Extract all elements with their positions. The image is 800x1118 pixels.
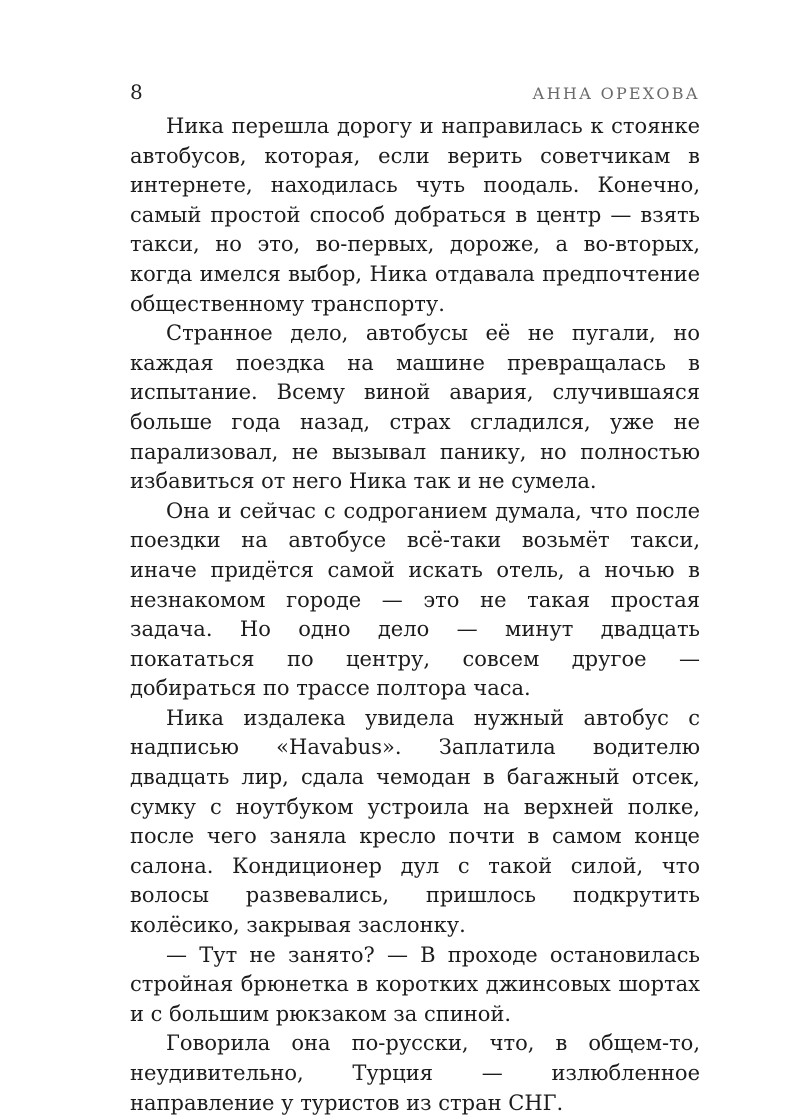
book-page — [130, 80, 700, 1118]
body-text — [130, 112, 700, 1118]
paragraph: Она и сейчас с содроганием думала, что после поездки на автобусе всё-таки возьмёт такси, иначе придётся самой искать отель, а ночью в незнакомом городе — это не такая простая задача. Но одно дело — минут двадцать покататься по центру, совсем другое — добираться по трассе полтора часа. — [130, 498, 700, 701]
page-number: 8 — [130, 80, 143, 104]
paragraph: Ника издалека увидела нужный автобус с надписью «Havabus». Заплатила водителю двадцать лир, сдала чемодан в багажный отсек, сумку с ноутбуком устроила на верхней полке, после чего заняла кресло почти в самом конце салона. Кондиционер дул с такой силой, что волосы развевались, пришлось подкрутить колёсико, закрывая заслонку. — [130, 705, 700, 938]
paragraph: Странное дело, автобусы её не пугали, но каждая поездка на машине превращалась в испытание. Всему виной авария, случившаяся больше года назад, страх сгладился, уже не парализовал, не вызывал панику, но полностью избавиться от него Ника так и не сумела. — [130, 321, 700, 494]
book-author: АННА ОРЕХОВА — [532, 84, 700, 103]
running-head — [130, 80, 700, 108]
paragraph: Говорила она по-русски, что, в общем-то, неудивительно, Турция — излюбленное направление у туристов из стран СНГ. — [130, 1031, 700, 1115]
paragraph: — Тут не занято? — В проходе остановилась стройная брюнетка в коротких джинсовых шортах и с большим рюкзаком за спиной. — [130, 942, 700, 1026]
paragraph: Ника перешла дорогу и направилась к стоянке автобусов, которая, если верить советчикам в интернете, находилась чуть поодаль. Конечно, самый простой способ добраться в центр — взять такси, но это, во-первых, дороже, а во-вторых, когда имелся выбор, Ника отдавала предпочтение общественному транспорту. — [130, 114, 700, 316]
